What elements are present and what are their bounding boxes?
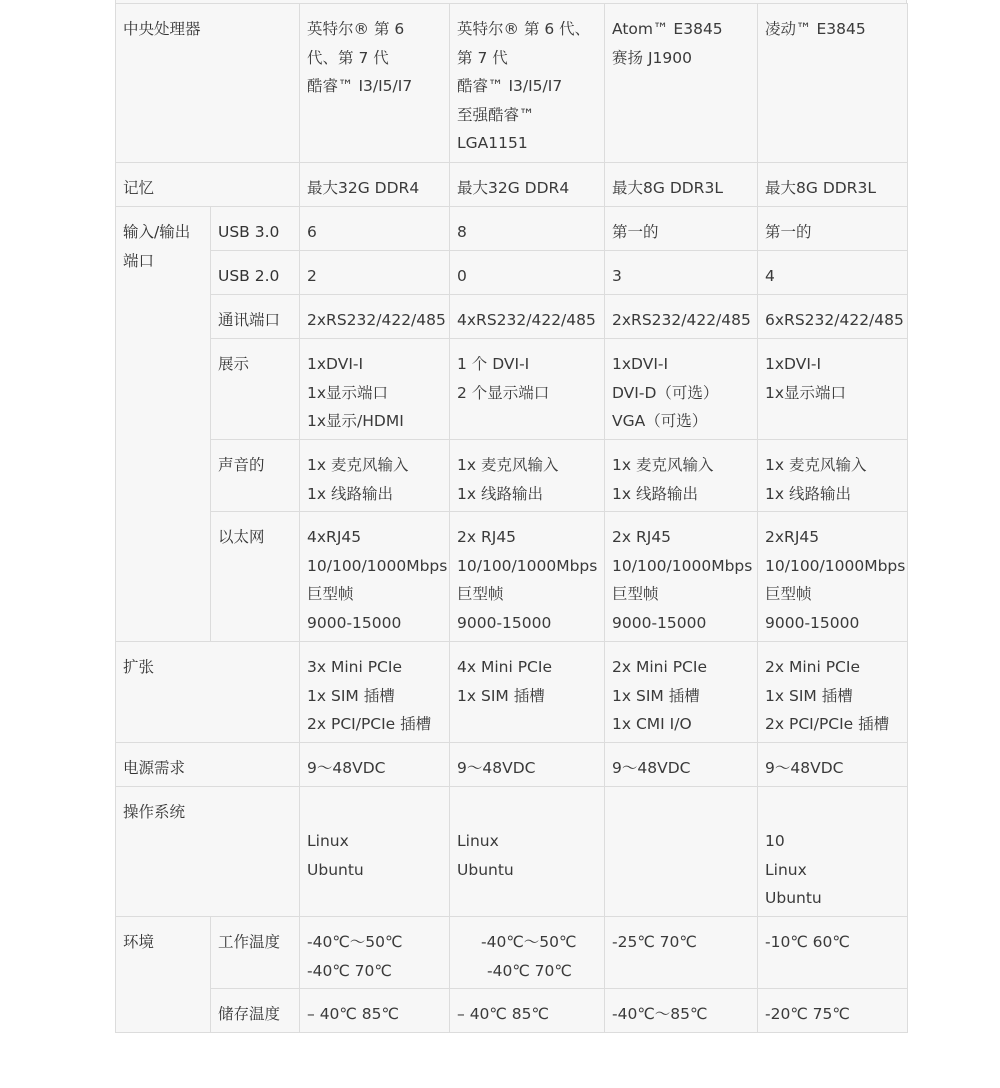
table-row: [116, 251, 908, 295]
cell-memory-1: 最大32G DDR4: [300, 163, 450, 207]
cell-storage-3: -40℃～85℃: [605, 989, 758, 1033]
cell-power-3: 9～48VDC: [605, 743, 758, 787]
table-row: [116, 4, 908, 163]
table-row: [116, 512, 908, 642]
table-row: [116, 440, 908, 512]
cell-display-4: 1xDVI-I 1x显示端口: [758, 339, 908, 440]
cell-cpu-4: 凌动™ E3845: [758, 4, 908, 163]
table-row: [116, 295, 908, 339]
cell-com-3: 2xRS232/422/485: [605, 295, 758, 339]
sub-label-display: 展示: [211, 339, 300, 440]
table-row: [116, 339, 908, 440]
cell-expansion-4: 2x Mini PCIe 1x SIM 插槽 2x PCI/PCIe 插槽: [758, 642, 908, 743]
cell-com-1: 2xRS232/422/485: [300, 295, 450, 339]
cell-os-3: [605, 787, 758, 917]
cell-ethernet-2: 2x RJ45 10/100/1000Mbps 巨型帧 9000-15000: [450, 512, 605, 642]
cell-operating-4: -10℃ 60℃: [758, 917, 908, 989]
sub-label-usb2: USB 2.0: [211, 251, 300, 295]
row-label-cpu: 中央处理器: [116, 4, 300, 163]
cell-operating-2: -40℃～50℃ -40℃ 70℃: [450, 917, 605, 989]
cell-display-1: 1xDVI-I 1x显示端口 1x显示/HDMI: [300, 339, 450, 440]
cell-expansion-1: 3x Mini PCIe 1x SIM 插槽 2x PCI/PCIe 插槽: [300, 642, 450, 743]
cell-usb3-2: 8: [450, 207, 605, 251]
cell-storage-1: – 40℃ 85℃: [300, 989, 450, 1033]
sub-label-operating-temp: 工作温度: [211, 917, 300, 989]
cell-memory-4: 最大8G DDR3L: [758, 163, 908, 207]
row-label-memory: 记忆: [116, 163, 300, 207]
cell-ethernet-3: 2x RJ45 10/100/1000Mbps 巨型帧 9000-15000: [605, 512, 758, 642]
sub-label-audio: 声音的: [211, 440, 300, 512]
cell-os-2: Linux Ubuntu: [450, 787, 605, 917]
cell-usb2-1: 2: [300, 251, 450, 295]
cell-usb2-3: 3: [605, 251, 758, 295]
table-row: [116, 163, 908, 207]
cell-ethernet-1: 4xRJ45 10/100/1000Mbps 巨型帧 9000-15000: [300, 512, 450, 642]
cell-audio-3: 1x 麦克风输入 1x 线路输出: [605, 440, 758, 512]
cell-usb3-3: 第一的: [605, 207, 758, 251]
table-row: [116, 787, 908, 917]
cell-power-1: 9～48VDC: [300, 743, 450, 787]
row-label-expansion: 扩张: [116, 642, 300, 743]
table-row: [116, 989, 908, 1033]
cell-power-4: 9～48VDC: [758, 743, 908, 787]
cell-audio-4: 1x 麦克风输入 1x 线路输出: [758, 440, 908, 512]
cell-cpu-2: 英特尔® 第 6 代、 第 7 代 酷睿™ I3/I5/I7 至强酷睿™ LGA1151: [450, 4, 605, 163]
cell-usb3-4: 第一的: [758, 207, 908, 251]
sub-label-storage-temp: 储存温度: [211, 989, 300, 1033]
cell-usb2-2: 0: [450, 251, 605, 295]
sub-label-com: 通讯端口: [211, 295, 300, 339]
cell-expansion-3: 2x Mini PCIe 1x SIM 插槽 1x CMI I/O: [605, 642, 758, 743]
row-label-env: 环境: [116, 917, 211, 1033]
cell-os-4: 10 Linux Ubuntu: [758, 787, 908, 917]
row-label-io: 输入/输出端口: [116, 207, 211, 642]
table-row: [116, 743, 908, 787]
cell-operating-3: -25℃ 70℃: [605, 917, 758, 989]
cell-usb2-4: 4: [758, 251, 908, 295]
cell-ethernet-4: 2xRJ45 10/100/1000Mbps 巨型帧 9000-15000: [758, 512, 908, 642]
cell-cpu-3: Atom™ E3845 赛扬 J1900: [605, 4, 758, 163]
row-label-power: 电源需求: [116, 743, 300, 787]
row-label-os: 操作系统: [116, 787, 300, 917]
sub-label-ethernet: 以太网: [211, 512, 300, 642]
cell-storage-2: – 40℃ 85℃: [450, 989, 605, 1033]
cell-operating-1: -40℃～50℃ -40℃ 70℃: [300, 917, 450, 989]
cell-expansion-2: 4x Mini PCIe 1x SIM 插槽: [450, 642, 605, 743]
cell-cpu-1: 英特尔® 第 6 代、第 7 代 酷睿™ I3/I5/I7: [300, 4, 450, 163]
table-row: [116, 207, 908, 251]
cell-power-2: 9～48VDC: [450, 743, 605, 787]
cell-usb3-1: 6: [300, 207, 450, 251]
cell-com-2: 4xRS232/422/485: [450, 295, 605, 339]
cell-memory-2: 最大32G DDR4: [450, 163, 605, 207]
cell-display-3: 1xDVI-I DVI-D（可选） VGA（可选）: [605, 339, 758, 440]
cell-memory-3: 最大8G DDR3L: [605, 163, 758, 207]
cell-audio-1: 1x 麦克风输入 1x 线路输出: [300, 440, 450, 512]
cell-display-2: 1 个 DVI-I 2 个显示端口: [450, 339, 605, 440]
table-row: [116, 642, 908, 743]
cell-com-4: 6xRS232/422/485: [758, 295, 908, 339]
sub-label-usb3: USB 3.0: [211, 207, 300, 251]
cell-storage-4: -20℃ 75℃: [758, 989, 908, 1033]
cell-audio-2: 1x 麦克风输入 1x 线路输出: [450, 440, 605, 512]
spec-table: [115, 3, 908, 1033]
table-row: [116, 917, 908, 989]
cell-os-1: Linux Ubuntu: [300, 787, 450, 917]
